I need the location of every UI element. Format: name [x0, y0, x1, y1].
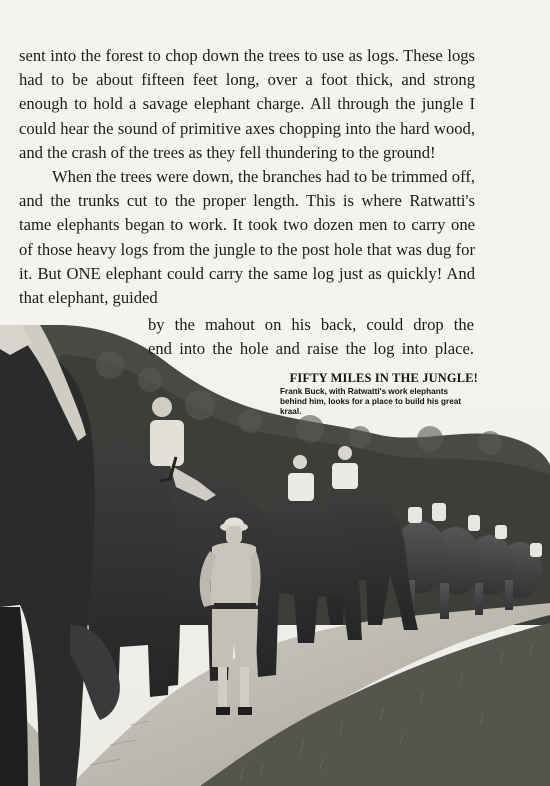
photo-caption: [240, 371, 478, 417]
body-text-continued: [148, 313, 474, 361]
paragraph: When the trees were down, the branches had to be trimmed off, and the trunks cut to the proper length. This is where Ratwatti's tame elephants began to work. It took two dozen men to carry one of those heavy logs from the jungle to the post hole that was dug for it. But ONE elephant could carry the same log just as quickly! And that elephant, guided: [19, 167, 475, 308]
paragraph: sent into the forest to chop down the trees to use as logs. These logs had to be about fifteen feet long, over a foot thick, and strong enough to hold a savage elephant charge. All through the jungle I could hear the sound of primitive axes chopping into the hard wood, and the crash of the trees as they fell thundering to the ground!: [19, 46, 475, 162]
caption-title: FIFTY MILES IN THE JUNGLE!: [289, 371, 478, 385]
text-line: by the mahout on his back, could drop the: [148, 315, 474, 334]
caption-text: Frank Buck, with Ratwatti's work elephants behind him, looks for a place to build his great kraal.: [280, 387, 462, 416]
text-line: end into the hole and raise the log into place.: [148, 339, 474, 359]
body-text: [19, 44, 475, 310]
